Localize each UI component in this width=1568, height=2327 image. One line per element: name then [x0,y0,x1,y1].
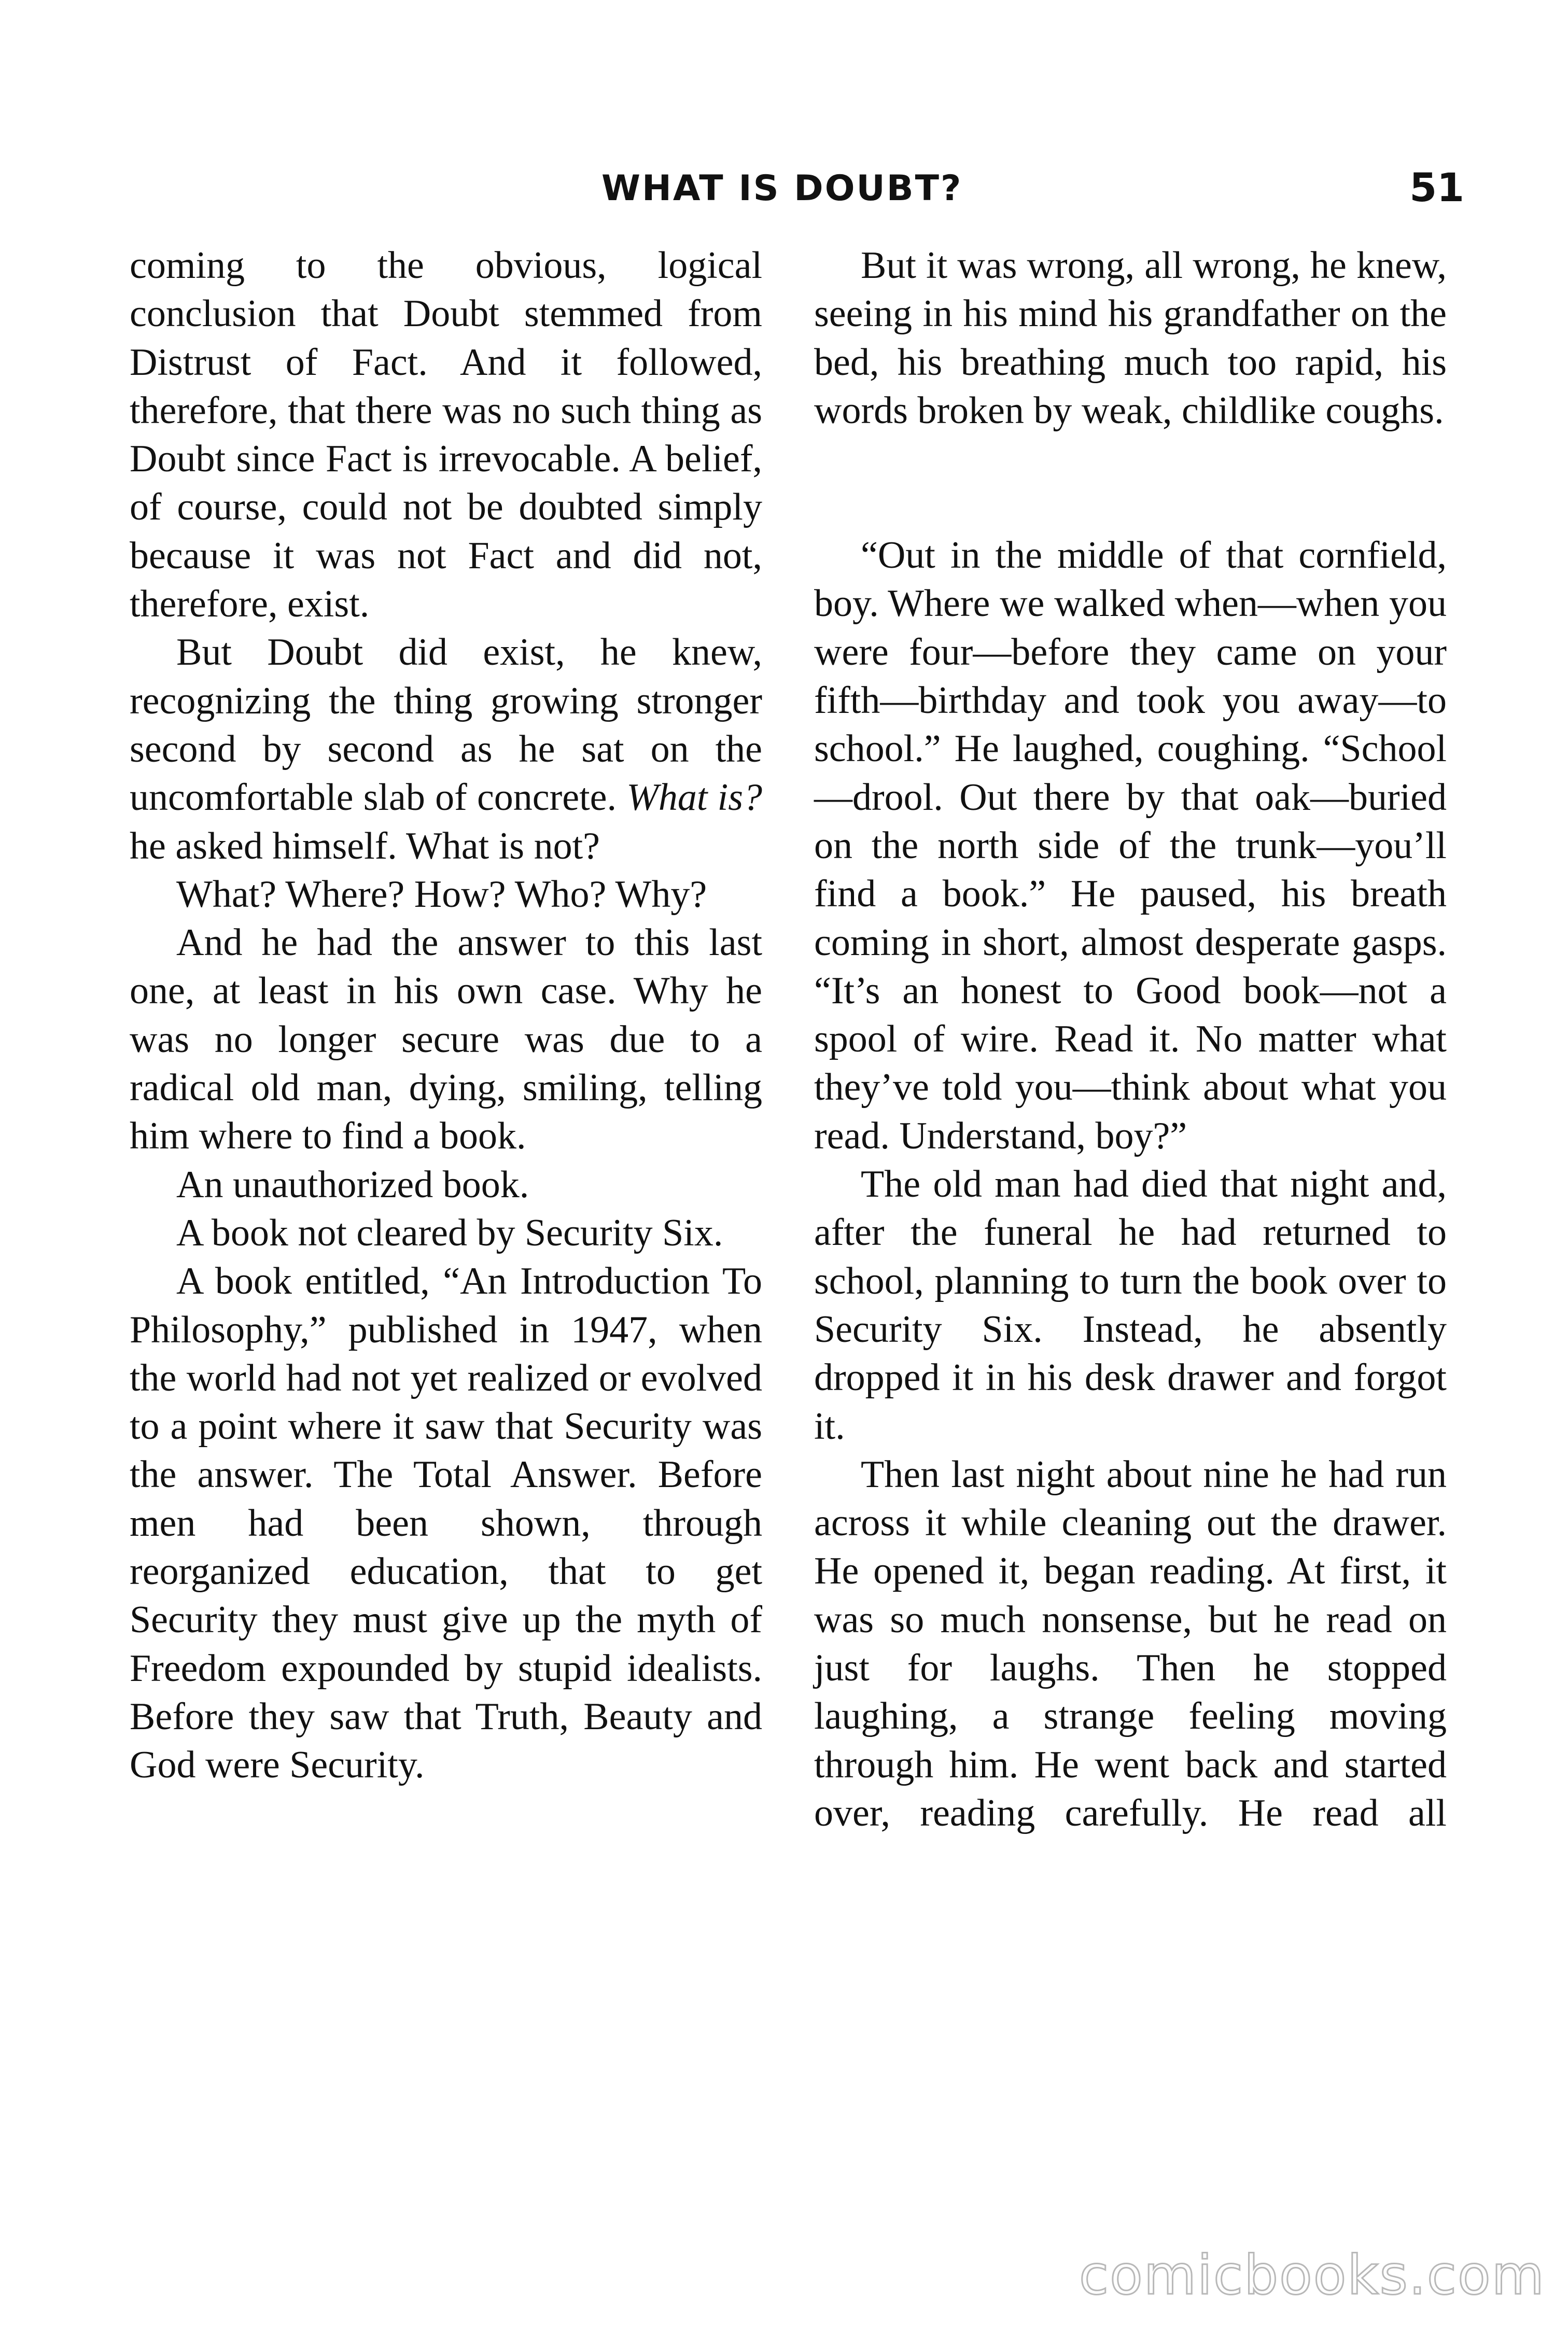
paragraph: An unauthorized book. [176,1163,529,1206]
running-title: WHAT IS DOUBT? [601,168,963,209]
watermark-logo: comicbooks.com [1079,2244,1545,2307]
italic-phrase: What is? [626,776,762,819]
paragraph-text: he asked himself. What is not? [130,824,600,867]
paragraph: And he had the answer to this last one, at least in his own case. Why he was no longer secure was due to a radical old man, dying, smiling, telling him where to find a book. [130,921,762,1158]
right-column [814,242,1447,1838]
left-column [130,242,762,1790]
paragraph [130,628,762,870]
paragraph: Then last night about nine he had run across it while cleaning out the drawer. He opened it, began reading. At first, it was so much nonsense, but he read on just for laughs. Then he stopped laughing, a strange feeling moving through him. He went back and started over, reading carefully. He read all [814,1453,1447,1834]
paragraph: What? Where? How? Who? Why? [176,873,707,916]
page-number: 51 [1409,164,1464,211]
paragraph: coming to the obvious, logical conclusion that Doubt stemmed from Distrust of Fact. And it followed, therefore, that there was no such thing as Doubt since Fact is irrevocable. A belief, of course, could not be doubted simply because it was not Fact and did not, therefore, exist. [130,244,762,626]
paragraph: “Out in the middle of that cornfield, boy. Where we walked when—when you were four—before they came on your fifth—birthday and took you away—to school.” He laughed, coughing. “School—drool. Out there by that oak—buried on the north side of the trunk—you’ll find a book.” He paused, his breath coming in short, almost desperate gasps. “It’s an honest to Good book—not a spool of wire. Read it. No matter what they’ve told you—think about what you read. Understand, boy?” [814,534,1447,1157]
paragraph: But it was wrong, all wrong, he knew, seeing in his mind his grandfather on the bed, his breathing much too rapid, his words broken by weak, childlike coughs. [814,244,1447,432]
paragraph-text: But Doubt did exist, he knew, recognizing the thing growing stronger second by second as he sat on the uncomfortable slab of concrete. [130,631,762,819]
paragraph: The old man had died that night and, after the funeral he had returned to school, planning to turn the book over to Security Six. Instead, he absently dropped it in his desk drawer and forgot it. [814,1163,1447,1448]
paragraph: A book not cleared by Security Six. [176,1211,723,1254]
paragraph: A book entitled, “An Introduction To Philosophy,” published in 1947, when the world had not yet realized or evolved to a point where it saw that Security was the answer. The Total Answer. Before men had been shown, through reorganized education, that to get Security they must give up the myth of Freedom expounded by stupid idealists. Before they saw that Truth, Beauty and God were Security. [130,1260,762,1787]
